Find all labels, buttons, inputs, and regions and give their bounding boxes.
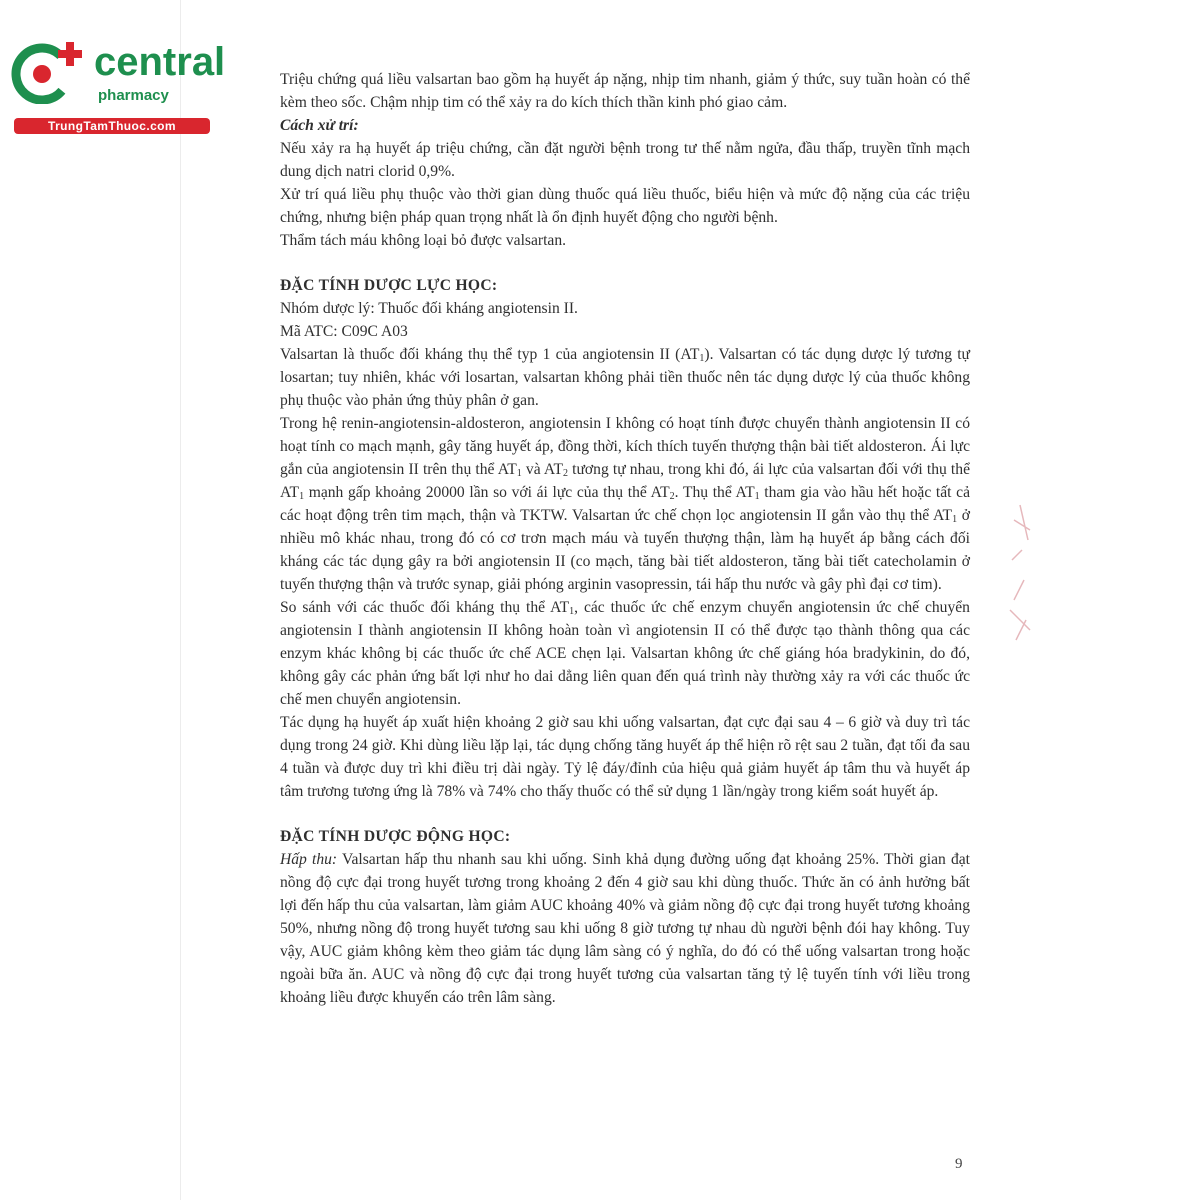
management-label: Cách xử trí: [280,117,359,134]
pharmacodynamics-paragraph-3: So sánh với các thuốc đối kháng thụ thể $AT_1$, các thuốc ức chế enzym chuyển angiotensin ức chế chuyển angiotensin I thành angiotensin II không hoàn toàn vì angiotensin II có thể được tạo thành thông qua các enzym khác không bị các thuốc ức chế ACE chẹn lại. Valsartan không ức chế giáng hóa bradykinin, do đó, không gây các phản ứng bất lợi như ho dai dẳng liên quan đến quá trình này thường xảy ra với các thuốc ức chế men chuyển angiotensin. [280,599,970,708]
pharmacy-cross-icon [10,38,90,104]
central-pharmacy-logo[interactable] [10,38,226,138]
page-number: 9 [955,1156,963,1172]
atc-code: Mã ATC: C09C A03 [280,323,408,340]
logo-subname: pharmacy [98,87,169,104]
overdose-symptoms: Triệu chứng quá liều valsartan bao gồm hạ huyết áp nặng, nhịp tim nhanh, giảm ý thức, suy tuần hoàn có thể kèm theo sốc. Chậm nhịp tim có thể xảy ra do kích thích thần kinh phó giao cảm. [280,71,970,111]
overdose-management-1: Nếu xảy ra hạ huyết áp triệu chứng, cần đặt người bệnh trong tư thế nằm ngửa, đầu thấp, truyền tĩnh mạch dung dịch natri clorid 0,9%. [280,140,970,180]
pharmacodynamics-paragraph-1: Valsartan là thuốc đối kháng thụ thể typ 1 của angiotensin II $(AT_1)$. Valsartan có tác dụng dược lý tương tự losartan; tuy nhiên, khác với losartan, valsartan không phải tiền thuốc nên tác dụng dược lý của thuốc không phụ thuộc vào phản ứng thủy phân ở gan. [280,346,970,409]
page-margin [0,0,180,1200]
document-body [280,68,970,1009]
pharmacokinetics-heading: ĐẶC TÍNH DƯỢC ĐỘNG HỌC: [280,828,511,845]
absorption-paragraph: Hấp thu: Valsartan hấp thu nhanh sau khi uống. Sinh khả dụng đường uống đạt khoảng 25%. Thời gian đạt nồng độ cực đại trong huyết tương trong khoảng 2 đến 4 giờ sau khi dùng thuốc. Thức ăn có ảnh hưởng bất lợi đến hấp thu của valsartan, làm giảm AUC khoảng 40% và giảm nồng độ cực đại trong huyết tương khoảng 50%, nhưng nồng độ trong huyết tương sau khi uống 8 giờ tương tự nhau dù người bệnh đói hay không. Tuy vậy, AUC giảm không kèm theo giảm tác dụng lâm sàng có ý nghĩa, do đó có thể uống valsartan trong hoặc ngoài bữa ăn. AUC và nồng độ cực đại trong huyết tương của valsartan tăng tỷ lệ tuyến tính với liều trong khoảng liều được khuyến cáo trên lâm sàng. [280,851,970,1006]
pharmacodynamics-paragraph-4: Tác dụng hạ huyết áp xuất hiện khoảng 2 giờ sau khi uống valsartan, đạt cực đại sau 4 – 6 giờ và duy trì tác dụng trong 24 giờ. Khi dùng liều lặp lại, tác dụng chống tăng huyết áp thể hiện rõ rệt sau 2 tuần, đạt tối đa sau 4 tuần và được duy trì khi điều trị dài ngày. Tỷ lệ đáy/đỉnh của hiệu quả giảm huyết áp tâm thu và huyết áp tâm trương tương ứng là 78% và 74% cho thấy thuốc có thể sử dụng 1 lần/ngày trong kiểm soát huyết áp. [280,714,970,800]
overdose-management-3: Thẩm tách máu không loại bỏ được valsartan. [280,232,567,249]
pharmacological-group: Nhóm dược lý: Thuốc đối kháng angiotensin II. [280,300,578,317]
logo-url[interactable]: TrungTamThuoc.com [48,119,176,133]
stamp-mark-icon [1000,500,1040,650]
logo-name: central [94,40,226,84]
pharmacodynamics-heading: ĐẶC TÍNH DƯỢC LỰC HỌC: [280,277,498,294]
scan-edge-line [180,0,181,1200]
absorption-label: Hấp thu: [280,851,338,868]
overdose-management-2: Xử trí quá liều phụ thuộc vào thời gian dùng thuốc quá liều thuốc, biểu hiện và mức độ nặng của các triệu chứng, nhưng biện pháp quan trọng nhất là ổn định huyết động cho người bệnh. [280,186,970,226]
pharmacodynamics-paragraph-2: Trong hệ renin-angiotensin-aldosteron, angiotensin I không có hoạt tính được chuyển thành angiotensin II có hoạt tính co mạch mạnh, gây tăng huyết áp, đồng thời, kích thích tuyến thượng thận bài tiết aldosteron. Ái lực gắn của angiotensin II trên thụ thể $AT_1$ và $AT_2$ tương tự nhau, trong khi đó, ái lực của valsartan đối với thụ thể $AT_1$ mạnh gấp khoảng 20000 lần so với ái lực của thụ thể $AT_2$. Thụ thể $AT_1$ tham gia vào hầu hết hoặc tất cả các hoạt động trên tim mạch, thận và TKTW. Valsartan ức chế chọn lọc angiotensin II gắn vào thụ thể $AT_1$ ở nhiều mô khác nhau, trong đó có cơ trơn mạch máu và tuyến thượng thận, làm hạ huyết áp bằng cách đối kháng các tác dụng gây ra bởi angiotensin II (co mạch, tăng bài tiết aldosteron, tăng bài tiết catecholamin ở tuyến thượng thận và trước synap, giải phóng arginin vasopressin, tái hấp thu nước và gây phì đại cơ tim). [280,415,970,593]
